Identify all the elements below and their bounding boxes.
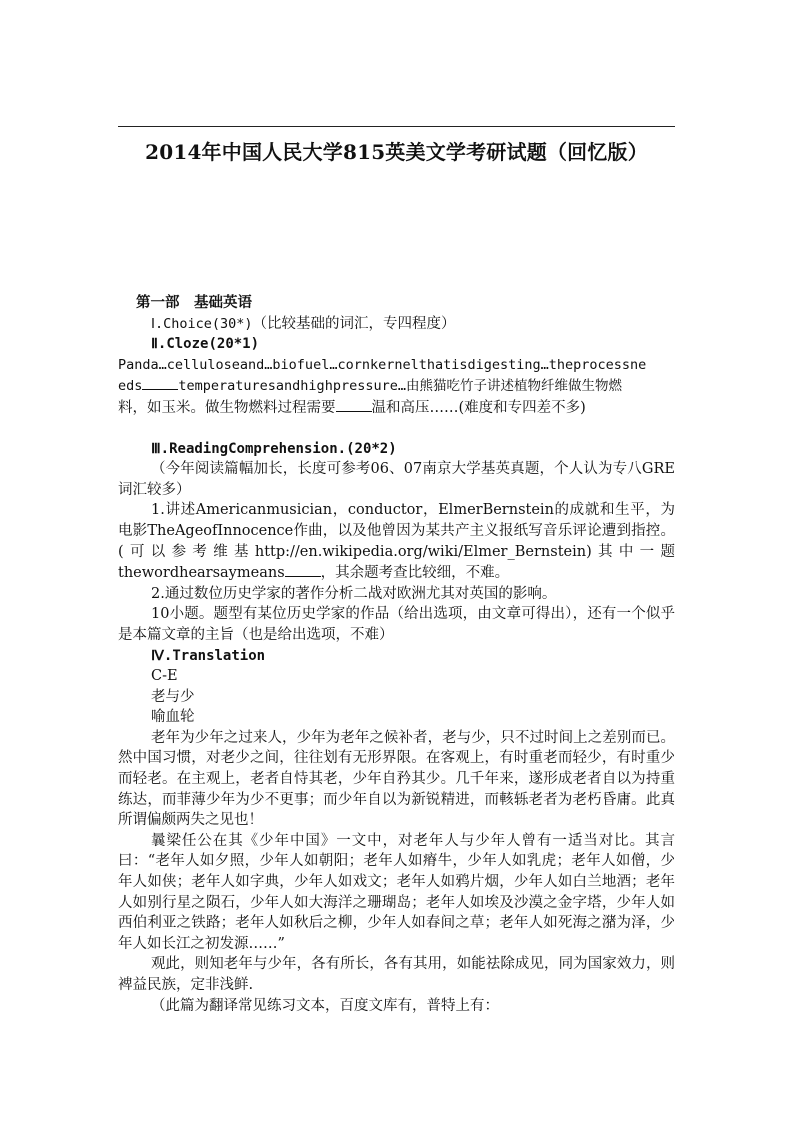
cloze-heading: Ⅱ.Cloze(20*1) <box>151 336 260 353</box>
reading-item-1 <box>118 500 675 583</box>
translation-type: C-E <box>151 668 178 685</box>
spacer <box>118 419 675 439</box>
cloze-text-2a: eds <box>118 378 143 395</box>
reading-item-1-tail: ，其余题考查比较细，不难。 <box>320 565 510 582</box>
answer-blank <box>142 375 178 390</box>
reading-item-3: 10小题。题型有某位历史学家的作品（给出选项，由文章可得出），还有一个似乎是本篇文章的主旨（也是给出选项，不难） <box>118 606 675 643</box>
header-rule <box>118 126 675 127</box>
cloze-line-1 <box>118 355 675 376</box>
translation-paragraph-4: （此篇为翻译常见练习文本，百度文库有，普特上有： <box>151 997 499 1014</box>
cloze-line-2 <box>118 375 675 397</box>
cloze-text-3a: 料，如玉米。做生物燃料过程需要 <box>118 399 336 416</box>
document-title: 2014年中国人民大学815英美文学考研试题（回忆版） <box>145 140 648 164</box>
part-heading: 第一部 基础英语 <box>136 294 252 311</box>
answer-blank <box>285 562 321 577</box>
answer-blank <box>336 397 372 412</box>
reading-note: （今年阅读篇幅加长，长度可参考06、07南京大学基英真题，个人认为专八GRE词汇较多） <box>118 461 675 498</box>
reading-item-1-text: 1.讲述Americanmusician，conductor，ElmerBernstein的成就和生平，为电影TheAgeofInnocence作曲，以及他曾因为某共产主义报纸写音乐评论遭到指控。(可以参考维基http://en.wikipedia.org/wiki/Elmer_Bernstein)其中一题thewordhearsaymeans <box>118 502 675 582</box>
translation-author: 喻血轮 <box>151 709 195 726</box>
cloze-text-3b: 温和高压……(难度和专四差不多) <box>371 399 586 416</box>
choice-note: （比较基础的词汇，专四程度） <box>252 315 456 332</box>
translation-title: 老与少 <box>151 688 195 705</box>
document-body <box>118 293 675 1016</box>
reading-heading: Ⅲ.ReadingComprehension.(20*2) <box>151 440 397 457</box>
reading-item-2: 2.通过数位历史学家的著作分析二战对欧洲尤其对英国的影响。 <box>151 585 557 602</box>
translation-paragraph-1: 老年为少年之过来人，少年为老年之候补者，老与少，只不过时间上之差别而已。然中国习惯，对老少之间，往往划有无形界限。在客观上，有时重老而轻少，有时重少而轻老。在主观上，老者自恃其老，少年自矜其少。几千年来，遂形成老者自以为持重练达，而菲薄少年为少不更事；而少年自以为新锐精进，而輆轹老者为老朽昏庸。此真所谓偏颇两失之见也！ <box>118 729 675 829</box>
translation-paragraph-2: 曩梁任公在其《少年中国》一文中，对老年人与少年人曾有一适当对比。其言曰：“老年人如夕照，少年人如朝阳；老年人如瘠牛，少年人如乳虎；老年人如僧，少年人如侠；老年人如字典，少年人如戏文；老年人如鸦片烟，少年人如白兰地酒；老年人如别行星之陨石，少年人如大海洋之珊瑚岛；老年人如埃及沙漠之金字塔，少年人如西伯利亚之铁路；老年人如秋后之柳，少年人如春间之草；老年人如死海之潴为泽，少年人如长江之初发源……” <box>118 832 675 952</box>
translation-heading: Ⅳ.Translation <box>151 647 266 664</box>
cloze-text-1: Panda…celluloseand…biofuel…cornkernelthatisdigesting…theprocessne <box>118 356 647 373</box>
cloze-line-3 <box>118 397 675 419</box>
translation-paragraph-3: 观此，则知老年与少年，各有所长，各有其用，如能祛除成见，同为国家效力，则裨益民族，定非浅鲜. <box>118 956 675 993</box>
cloze-text-2b: temperaturesandhighpressure…由熊猫吃竹子讲述植物纤维做生物燃 <box>178 378 622 395</box>
choice-heading: Ⅰ.Choice(30*) <box>151 315 253 332</box>
choice-section <box>118 314 675 335</box>
